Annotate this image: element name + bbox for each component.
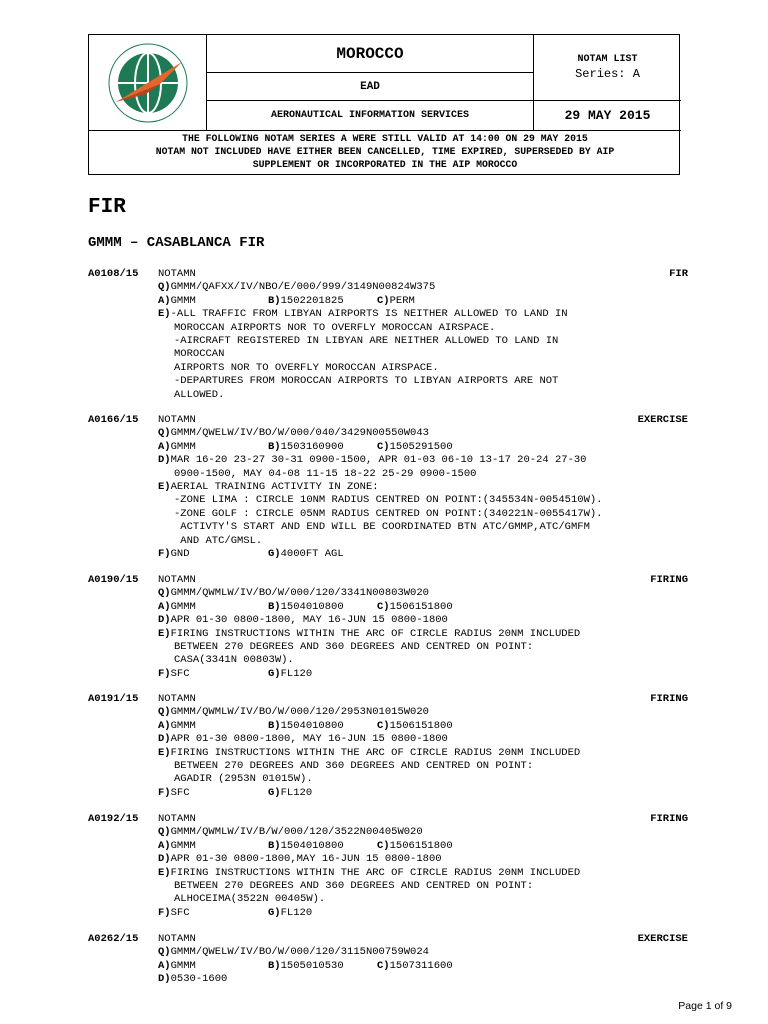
notam-id: A0191/15 [88,693,139,705]
notam-category: FIRING [650,813,688,825]
d-label: D) [158,973,171,986]
e-line: AERIAL TRAINING ACTIVITY IN ZONE: [170,481,379,493]
c-label: C) [377,839,390,852]
a-value: GMMM [170,839,196,852]
g-label: G) [268,667,281,680]
g-value: FL120 [280,786,313,799]
e-line: ALLOWED. [174,388,225,401]
q-value: GMMM/QWMLW/IV/BO/W/000/120/3341N00803W020 [170,587,429,600]
b-value: 1505010530 [280,959,344,972]
validity-notice [89,132,681,171]
series-label: Series: A [575,67,640,81]
b-label: B) [268,719,281,732]
e-line: FIRING INSTRUCTIONS WITHIN THE ARC OF CIRCLE RADIUS 20NM INCLUDED [170,627,581,640]
provider-label: EAD [360,80,380,93]
section-title: FIR [88,196,126,219]
notam-category: EXERCISE [637,933,688,945]
notam-type: NOTAMN [158,574,196,586]
q-label: Q) [158,427,171,440]
notam-type: NOTAMN [158,693,196,705]
e-line: -ZONE GOLF : CIRCLE 05NM RADIUS CENTRED ON POINT:(340221N-0055417W). [174,507,603,520]
notam-category: FIR [669,268,688,280]
e-label: E) [158,308,171,321]
document-header [88,34,680,175]
d-line: 0530-1600 [170,973,228,986]
e-line: -DEPARTURES FROM MOROCCAN AIRPORTS TO LIBYAN AIRPORTS ARE NOT [174,375,559,388]
c-value: PERM [389,294,415,307]
d-label: D) [158,733,171,746]
g-value: FL120 [280,667,313,680]
issue-date: 29 MAY 2015 [564,108,651,123]
b-value: 1504010800 [280,839,344,852]
notam-id: A0108/15 [88,268,139,280]
f-value: SFC [170,906,190,919]
a-value: GMMM [170,959,196,972]
d-line: MAR 16-20 23-27 30-31 0900-1500, APR 01-03 06-10 13-17 20-24 27-30 [170,454,587,467]
b-label: B) [268,440,281,453]
g-value: 4000FT AGL [280,548,344,560]
b-value: 1503160900 [280,440,344,453]
notam-type: NOTAMN [158,813,196,825]
q-value: GMMM/QAFXX/IV/NBO/E/000/999/3149N00824W375 [170,281,436,294]
a-label: A) [158,600,171,613]
q-label: Q) [158,706,171,719]
q-label: Q) [158,587,171,600]
q-value: GMMM/QWMLW/IV/B/W/000/120/3522N00405W020 [170,826,423,839]
e-line: AGADIR (2953N 01015W). [174,773,313,786]
f-label: F) [158,906,171,919]
c-value: 1506151800 [389,719,453,732]
b-label: B) [268,600,281,613]
b-value: 1502201825 [280,294,344,307]
c-label: C) [377,440,390,453]
c-value: 1505291500 [389,440,453,453]
g-label: G) [268,786,281,799]
subsection-title: GMMM – CASABLANCA FIR [88,235,265,251]
q-value: GMMM/QWMLW/IV/BO/W/000/120/2953N01015W020 [170,706,429,719]
f-label: F) [158,548,171,560]
a-value: GMMM [170,440,196,453]
notam-id: A0192/15 [88,813,139,825]
q-label: Q) [158,946,171,959]
d-line: APR 01-30 0800-1800, MAY 16-JUN 15 0800-1800 [170,614,448,627]
f-value: GND [170,548,190,560]
e-line: MOROCCAN [174,348,225,361]
a-label: A) [158,294,171,307]
q-label: Q) [158,826,171,839]
b-label: B) [268,294,281,307]
e-line: -ZONE LIMA : CIRCLE 10NM RADIUS CENTRED ON POINT:(345534N-0054510W). [174,494,603,507]
a-value: GMMM [170,294,196,307]
e-line: FIRING INSTRUCTIONS WITHIN THE ARC OF CIRCLE RADIUS 20NM INCLUDED [170,746,581,759]
d-line: APR 01-30 0800-1800,MAY 16-JUN 15 0800-1800 [170,853,442,866]
notice-line: NOTAM NOT INCLUDED HAVE EITHER BEEN CANCELLED, TIME EXPIRED, SUPERSEDED BY AIP [155,146,615,157]
notam-id: A0166/15 [88,414,139,426]
c-label: C) [377,959,390,972]
c-label: C) [377,719,390,732]
e-line: ALHOCEIMA(3522N 00405W). [174,893,326,906]
e-line: AND ATC/GMSL. [174,534,263,547]
b-value: 1504010800 [280,719,344,732]
c-value: 1506151800 [389,600,453,613]
notam-id: A0262/15 [88,933,139,945]
notam-category: FIRING [650,693,688,705]
notice-line: THE FOLLOWING NOTAM SERIES A WERE STILL VALID AT 14:00 ON 29 MAY 2015 [182,133,588,144]
a-label: A) [158,959,171,972]
e-line: ACTIVTY'S START AND END WILL BE COORDINATED BTN ATC/GMMP,ATC/GMFM [174,521,590,534]
e-label: E) [158,627,171,640]
a-value: GMMM [170,600,196,613]
d-label: D) [158,614,171,627]
e-line: -ALL TRAFFIC FROM LIBYAN AIRPORTS IS NEITHER ALLOWED TO LAND IN [170,308,568,321]
globe-logo-icon [100,40,196,126]
b-label: B) [268,839,281,852]
f-value: SFC [170,786,190,799]
g-label: G) [268,906,281,919]
q-label: Q) [158,281,171,294]
country-title: MOROCCO [336,44,404,63]
e-line: -AIRCRAFT REGISTERED IN LIBYAN ARE NEITHER ALLOWED TO LAND IN [174,335,559,347]
page-number: Page 1 of 9 [678,1000,732,1012]
e-line: CASA(3341N 00803W). [174,654,294,667]
e-label: E) [158,746,171,759]
f-value: SFC [170,667,190,680]
notam-list-label: NOTAM LIST [577,54,638,65]
e-line: BETWEEN 270 DEGREES AND 360 DEGREES AND CENTRED ON POINT: [174,641,534,653]
c-value: 1506151800 [389,839,453,852]
a-value: GMMM [170,719,196,732]
b-value: 1504010800 [280,600,344,613]
notam-category: EXERCISE [637,414,688,426]
notam-category: FIRING [650,574,688,586]
notice-line: SUPPLEMENT OR INCORPORATED IN THE AIP MOROCCO [252,159,518,170]
notam-id: A0190/15 [88,574,139,586]
d-line: APR 01-30 0800-1800, MAY 16-JUN 15 0800-1800 [170,733,448,746]
d-label: D) [158,853,171,866]
service-label: AERONAUTICAL INFORMATION SERVICES [270,110,470,121]
e-line: BETWEEN 270 DEGREES AND 360 DEGREES AND CENTRED ON POINT: [174,880,534,892]
e-line: AIRPORTS NOR TO OVERFLY MOROCCAN AIRSPACE. [174,361,439,374]
q-value: GMMM/QWELW/IV/BO/W/000/040/3429N00550W043 [170,427,429,440]
e-line: MOROCCAN AIRPORTS NOR TO OVERFLY MOROCCAN AIRSPACE. [174,321,496,334]
d-label: D) [158,454,171,467]
e-line: BETWEEN 270 DEGREES AND 360 DEGREES AND CENTRED ON POINT: [174,760,534,772]
e-line: FIRING INSTRUCTIONS WITHIN THE ARC OF CIRCLE RADIUS 20NM INCLUDED [170,866,581,879]
notam-type: NOTAMN [158,414,196,426]
aip-logo [89,35,206,130]
q-value: GMMM/QWELW/IV/BO/W/000/120/3115N00759W024 [170,946,429,959]
e-label: E) [158,866,171,879]
c-label: C) [377,600,390,613]
a-label: A) [158,839,171,852]
d-line: 0900-1500, MAY 04-08 11-15 18-22 25-29 0900-1500 [174,467,477,480]
g-label: G) [268,548,281,560]
notam-type: NOTAMN [158,933,196,945]
f-label: F) [158,667,171,680]
c-label: C) [377,294,390,307]
c-value: 1507311600 [389,959,453,972]
a-label: A) [158,719,171,732]
notam-type: NOTAMN [158,268,196,280]
b-label: B) [268,959,281,972]
g-value: FL120 [280,906,313,919]
a-label: A) [158,440,171,453]
e-label: E) [158,481,171,493]
f-label: F) [158,786,171,799]
